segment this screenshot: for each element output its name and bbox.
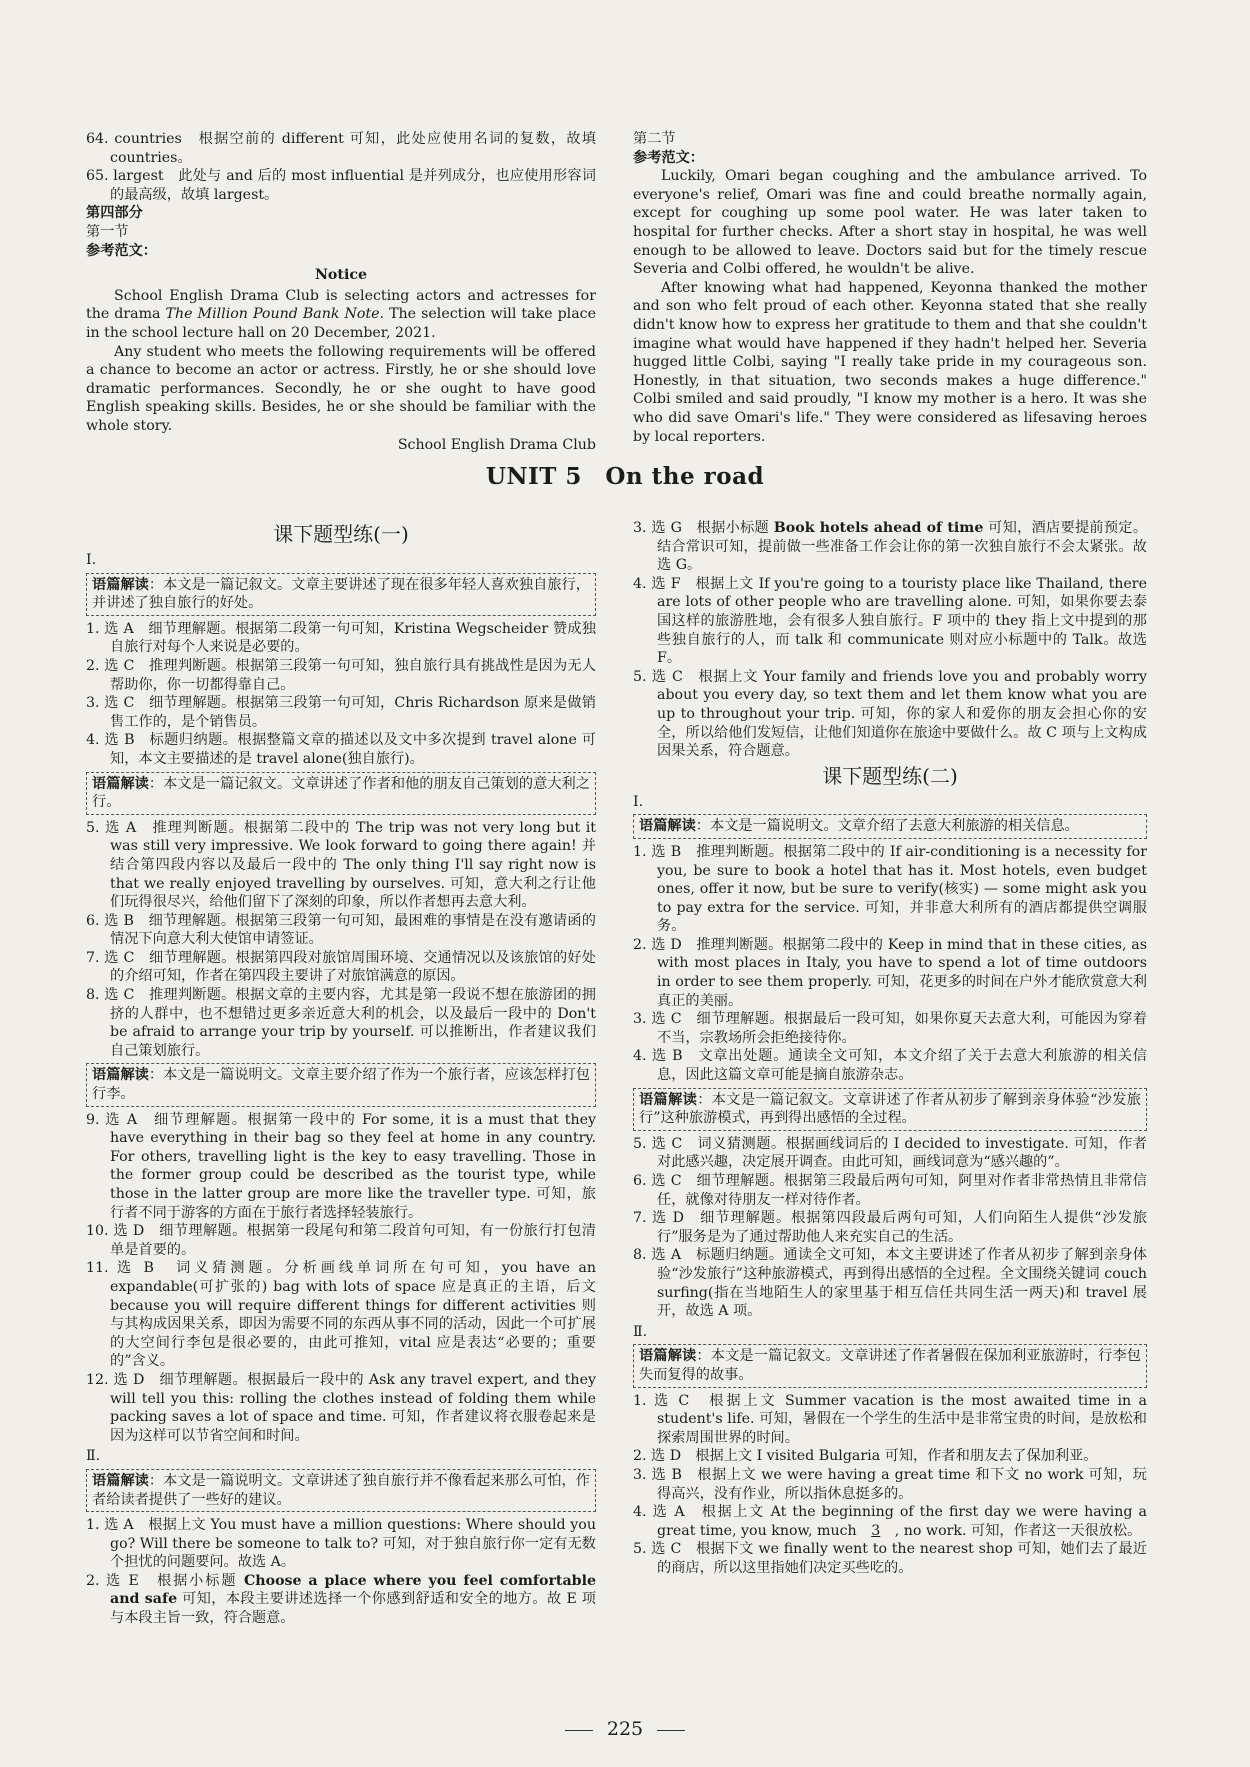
answer-item: 1. 选 C 根据上文 Summer vacation is the most awaited time in a student's life. 可知，暑假在一个学生的生活中是非常宝贵的时间，是放松和探索周围世界的时间。 xyxy=(633,1392,1147,1446)
essay-paragraph-2: After knowing what had happened, Keyonna thanked the mother and son who felt proud of each other. Keyonna stated that she really didn't know how to express her gratitude to them and that she couldn't imagine what would have happened if they hadn't helped her. Severia hugged little Colbi, saying "I really take pride in my courageous son. Honestly, in that situation, two seconds makes a huge difference." Colbi smiled and said proudly, "I know my mother is a hero. It was she who did save Omari's life." They were considered as lifesaving heroes by local reporters. xyxy=(633,279,1147,445)
section-roman-1: Ⅰ. xyxy=(86,552,97,568)
sample-label-2: 参考范文： xyxy=(633,149,704,166)
answer-item: 2. 选 E 根据小标题 Choose a place where you feel comfortable and safe 可知，本段主要讲述选择一个你感到舒适和安全的地方。故 E 项与本段主旨一致，符合题意。 xyxy=(86,1572,596,1627)
part-heading: 第四部分 xyxy=(86,205,143,222)
dash-right xyxy=(657,1730,685,1731)
section-roman-2b: Ⅱ. xyxy=(633,1323,648,1340)
answer-item: 3. 选 C 细节理解题。根据第三段第一句可知，Chris Richardson 原来是做销售工作的，是个销售员。 xyxy=(86,695,596,730)
page-number: 225 xyxy=(0,1720,1250,1739)
exercise-title-2: 课下题型练(二) xyxy=(822,763,958,788)
answer-item: 11. 选 B 词义猜测题。分析画线单词所在句可知，you have an expandable(可扩张的) bag with lots of space 应是真正的主语，后文 because you will require different things for different activities 则与其构成因果关系，即因为需要不同的东西从事不同的活动，因此一个可扩展的大空间行李包是很必要的，由此可推知，vital 应是表达“必要的；重要的”含义。 xyxy=(86,1260,596,1370)
exercise-title-1: 课下题型练(一) xyxy=(273,522,409,546)
answer-item: 3. 选 B 根据上文 we were having a great time 和下文 no work 可知，玩得高兴，没有作业，所以指休息挺多的。 xyxy=(633,1466,1147,1502)
top-left-column xyxy=(86,130,596,454)
answer-item: 9. 选 A 细节理解题。根据第一段中的 For some, it is a must that they have everything in their bag so they feel at home in any country. For others, travelling light is the key to easy travelling. Those in the former group could be described as the tourist type, while those in the latter group are more like the traveller type. 可知，旅行者不同于游客的方面在于旅行者选择轻装旅行。 xyxy=(86,1111,596,1221)
dash-left xyxy=(565,1730,593,1731)
section-roman-2: Ⅱ. xyxy=(86,1448,101,1465)
answer-item: 7. 选 C 细节理解题。根据第四段对旅馆周围环境、交通情况以及该旅馆的好处的介绍可知，作者在第四段主要讲了对旅馆满意的原因。 xyxy=(86,949,596,985)
unit-title: UNIT 5 On the road xyxy=(485,463,765,490)
answer-item: 1. 选 A 细节理解题。根据第二段第一句可知，Kristina Wegscheider 赞成独自旅行对每个人来说是必要的。 xyxy=(86,620,596,656)
answer-item: 3. 选 G 根据小标题 Book hotels ahead of time 可知，酒店要提前预定。结合常识可知，提前做一些准备工作会让你的第一次独自旅行不会太紧张。故选 G。 xyxy=(633,520,1148,574)
answer-item: 8. 选 C 推理判断题。根据文章的主要内容，尤其是第一段说不想在旅游团的拥挤的人群中，也不想错过更多亲近意大利的机会，以及最后一段中的 Don't be afraid to arrange your trip by yourself. 可以推断出，作者建议我们自己策划旅行。 xyxy=(86,987,596,1059)
answer-item-64: 64. countries 根据空前的 different 可知，此处应使用名词的复数，故填 countries。 xyxy=(86,131,596,166)
essay-paragraph-1: Luckily, Omari began coughing and the ambulance arrived. To everyone's relief, Omari was fine and could breathe normally again, except for coughing up some pool water. He was later taken to hospital for further checks. After a short stay in hospital, he was well enough to be allowed to leave. Doctors said but for the timely rescue Severia and Colbi offered, he wouldn't be alive. xyxy=(633,168,1147,278)
answer-item: 2. 选 D 推理判断题。根据第二段中的 Keep in mind that in these cities, as with most places in Italy, you have to spend a lot of time outdoors in order to see them properly. 可知，花更多的时间在户外才能欣赏意大利真正的美丽。 xyxy=(633,936,1147,1009)
answer-item: 1. 选 B 推理判断题。根据第二段中的 If air-conditioning is a necessity for you, be sure to book a hotel that has it. Most hotels, even budget ones, offer it now, but be sure to verify(核实) — some might ask you to pay extra for the service. 可知，并非意大利所有的酒店都提供空调服务。 xyxy=(633,843,1147,935)
answer-item: 12. 选 D 细节理解题。根据最后一段中的 Ask any travel expert, and they will tell you this: rolling the clothes instead of folding them while packing saves a lot of space and time. 可知，作者建议将衣服卷起来是因为这样可以节省空间和时间。 xyxy=(86,1371,596,1444)
subheading-quote: Choose a place where you feel comfortable and safe xyxy=(110,1572,596,1608)
passage-analysis-box: 语篇解读：本文是一篇记叙文。文章讲述了作者暑假在保加利亚旅游时，行李包失而复得的故事。 xyxy=(633,1344,1147,1387)
answer-item: 4. 选 B 文章出处题。通读全文可知，本文介绍了关于去意大利旅游的相关信息，因此这篇文章可能是摘自旅游杂志。 xyxy=(633,1048,1147,1084)
section-roman-1b: Ⅰ. xyxy=(633,793,644,810)
answer-item: 6. 选 C 细节理解题。根据第三段最后两句可知，阿里对作者非常热情且非常信任，就像对待朋友一样对待作者。 xyxy=(633,1173,1147,1208)
passage-analysis-box: 语篇解读：本文是一篇说明文。文章介绍了去意大利旅游的相关信息。 xyxy=(633,814,1147,839)
answer-item: 2. 选 C 推理判断题。根据第三段第一句可知，独自旅行具有挑战性是因为无人帮助你，你一切都得靠自己。 xyxy=(86,657,596,693)
passage-analysis-box: 语篇解读：本文是一篇说明文。文章讲述了独自旅行并不像看起来那么可怕，作者给读者提供了一些好的建议。 xyxy=(86,1469,596,1512)
section-heading-2: 第二节 xyxy=(633,131,676,147)
answer-item: 5. 选 C 根据上文 Your family and friends love you and probably worry about you every day, so text them and let them know what you are up to throughout your trip. 可知，你的家人和爱你的朋友会担心你的安全，所以给他们发短信，让他们知道你在旅途中要做什么。故 C 项与上文构成因果关系，符合题意。 xyxy=(633,668,1147,760)
notice-paragraph-1: School English Drama Club is selecting actors and actresses for the drama The Million Pound Bank Note. The selection will take place in the school lecture hall on 20 December, 2021. xyxy=(86,287,596,341)
passage-analysis-box: 语篇解读：本文是一篇记叙文。文章讲述了作者从初步了解到亲身体验“沙发旅行”这种旅游模式，再到得出感悟的全过程。 xyxy=(633,1088,1147,1131)
answer-item: 5. 选 C 词义猜测题。根据画线词后的 I decided to investigate. 可知，作者对此感兴趣，决定展开调查。由此可知，画线词意为“感兴趣的”。 xyxy=(633,1135,1147,1171)
answer-item: 5. 选 A 推理判断题。根据第二段中的 The trip was not very long but it was still very impressive. We look forward to going there again! 并结合第四段内容以及最后一段中的 The only thing I'll say right now is that we really enjoyed travelling by ourselves. 可知，意大利之行让他们玩得很尽兴，给他们留下了深刻的印象，所以作者想再去意大利。 xyxy=(86,819,596,911)
answer-item: 4. 选 A 根据上文 At the beginning of the first day we were having a great time, you know, much 3 , no work. 可知，作者这一天很放松。 xyxy=(633,1504,1147,1539)
notice-title: Notice xyxy=(314,267,368,284)
answer-item: 6. 选 B 细节理解题。根据第三段第一句可知，最困难的事情是在没有邀请函的情况下向意大利大使馆申请签证。 xyxy=(86,912,596,948)
bottom-right-column xyxy=(633,519,1147,1577)
answer-item: 5. 选 C 根据下文 we finally went to the nearest shop 可知，她们去了最近的商店，所以这里指她们决定买些吃的。 xyxy=(633,1541,1147,1576)
sample-label: 参考范文： xyxy=(86,242,157,259)
drama-title: The Million Pound Bank Note xyxy=(165,306,380,323)
top-right-column xyxy=(633,130,1147,446)
subheading-quote: Book hotels ahead of time xyxy=(773,520,984,536)
answer-item: 8. 选 A 标题归纳题。通读全文可知，本文主要讲述了作者从初步了解到亲身体验“沙发旅行”这种旅游模式，再到得出感悟的全过程。全文围绕关键词 couch surfing(指在当地陌生人的家里基于相互信任共同生活一两天)和 travel 展开，故选 A 项。 xyxy=(633,1247,1147,1320)
passage-analysis-box: 语篇解读：本文是一篇记叙文。文章主要讲述了现在很多年轻人喜欢独自旅行，并讲述了独自旅行的好处。 xyxy=(86,573,596,616)
answer-item: 4. 选 F 根据上文 If you're going to a touristy place like Thailand, there are lots of other people who are travelling alone. 可知，如果你要去泰国这样的旅游胜地，会有很多人独自旅行。F 项中的 they 指上文中提到的那些独自旅行的人，而 talk 和 communicate 则对应小标题中的 Talk。故选 F。 xyxy=(633,575,1147,667)
notice-signature: School English Drama Club xyxy=(397,436,596,453)
answer-item: 10. 选 D 细节理解题。根据第一段尾句和第二段首句可知，有一份旅行打包清单是首要的。 xyxy=(86,1223,596,1258)
bottom-left-column xyxy=(86,519,596,1628)
passage-analysis-box: 语篇解读：本文是一篇说明文。文章主要介绍了作为一个旅行者，应该怎样打包行李。 xyxy=(86,1063,596,1106)
notice-paragraph-2: Any student who meets the following requirements will be offered a chance to become an actor or actress. Firstly, he or she should love dramatic performances. Secondly, he or she ought to have good English speaking skills. Besides, he or she should be familiar with the whole story. xyxy=(86,343,596,434)
answer-item: 4. 选 B 标题归纳题。根据整篇文章的描述以及文中多次提到 travel alone 可知，本文主要描述的是 travel alone(独自旅行)。 xyxy=(86,732,596,767)
answer-item: 2. 选 D 根据上文 I visited Bulgaria 可知，作者和朋友去了保加利亚。 xyxy=(633,1448,1098,1465)
passage-analysis-box: 语篇解读：本文是一篇记叙文。文章讲述了作者和他的朋友自己策划的意大利之行。 xyxy=(86,772,596,815)
answer-item: 3. 选 C 细节理解题。根据最后一段可知，如果你夏天去意大利，可能因为穿着不当，宗教场所会拒绝接待你。 xyxy=(633,1011,1147,1046)
answer-item-65: 65. largest 此处与 and 后的 most influential 是并列成分，也应使用形容词的最高级，故填 largest。 xyxy=(86,168,596,203)
section-heading: 第一节 xyxy=(86,223,129,240)
answer-item: 7. 选 D 细节理解题。根据第四段最后两句可知，人们向陌生人提供“沙发旅行”服务是为了通过帮助他人来充实自己的生活。 xyxy=(633,1210,1147,1245)
answer-item: 1. 选 A 根据上文 You must have a million questions: Where should you go? Will there be someone to talk to? 可知，对于独自旅行你一定有无数个担忧的问题要问。故选 A。 xyxy=(86,1517,596,1571)
blank-number: 3 xyxy=(871,1522,881,1539)
